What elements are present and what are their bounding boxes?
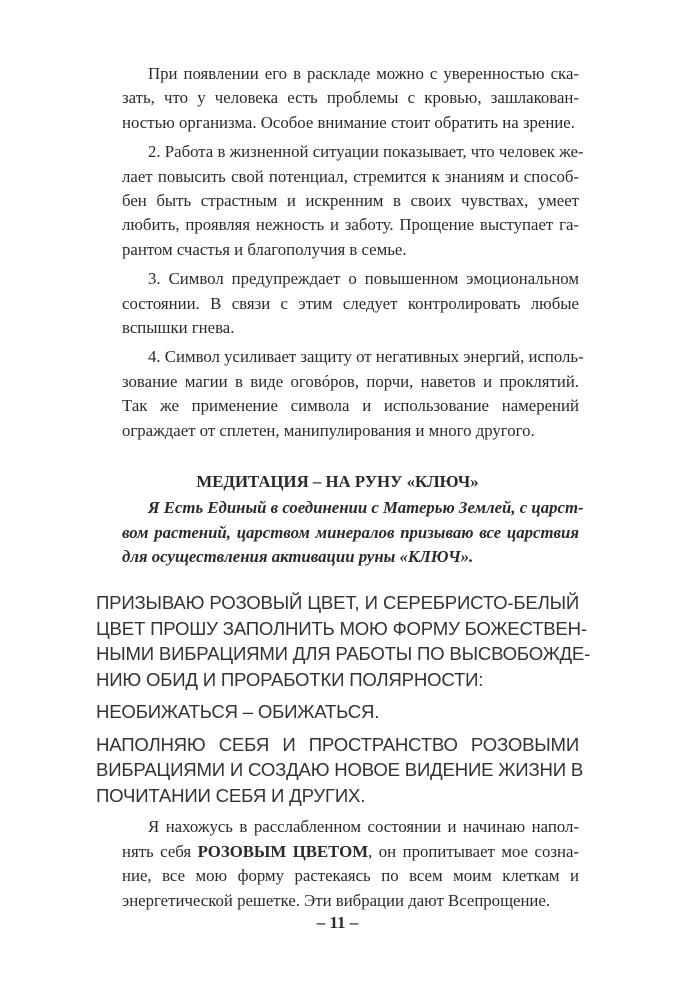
paragraph-2 [96, 140, 584, 262]
affirmation-block-3 [96, 732, 584, 809]
text-line: 3. Символ предупреждает о повышенном эмоциональном [148, 269, 579, 289]
text-line: вом растений, царством минералов призываю все царствия [122, 522, 579, 542]
text-line-with-emphasis [96, 840, 579, 864]
text-line: ностью организма. Особое внимание стоит обратить на зрение. [122, 112, 575, 132]
meditation-heading: МЕДИТАЦИЯ – НА РУНУ «КЛЮЧ» [196, 472, 479, 492]
meditation-intro [96, 496, 584, 569]
final-paragraph [96, 815, 579, 913]
text-line: Я Есть Единый в соединении с Матерью Землей, с царст- [148, 498, 584, 518]
text-line: любить, проявляя нежность и заботу. Прощение выступает га- [122, 215, 579, 235]
text-line: ние, все мою форму растекаясь по всем моим клеткам и [122, 866, 579, 886]
text-line: зать, что у человека есть проблемы с кровью, зашлакован- [122, 88, 579, 108]
page-number: – 11 – [316, 913, 359, 932]
text-line: состоянии. В связи с этим следует контролировать любые [122, 293, 579, 313]
text-line: НАПОЛНЯЮ СЕБЯ И ПРОСТРАНСТВО РОЗОВЫМИ [96, 733, 579, 755]
text-line: ВИБРАЦИЯМИ И СОЗДАЮ НОВОЕ ВИДЕНИЕ ЖИЗНИ В [96, 759, 584, 781]
affirmation-block-2 [96, 699, 579, 725]
text-line: лает повысить свой потенциал, стремится к знаниям и способ- [122, 166, 579, 186]
text-line: 4. Символ усиливает защиту от негативных энергий, исполь- [148, 347, 584, 367]
text-fragment: , он пропитывает мое созна- [368, 841, 579, 861]
paragraph-1 [96, 62, 579, 135]
text-line: При появлении его в раскладе можно с уверенностью ска- [148, 64, 579, 83]
text-line: Я нахожусь в расслабленном состоянии и начинаю напол- [148, 817, 579, 837]
text-line: НЕОБИЖАТЬСЯ – ОБИЖАТЬСЯ. [96, 701, 380, 723]
text-line: ограждает от сплетен, манипулирования и много другого. [122, 420, 535, 440]
text-line: ПРИЗЫВАЮ РОЗОВЫЙ ЦВЕТ, И СЕРЕБРИСТО-БЕЛЫЙ [96, 592, 579, 614]
page-body [96, 62, 591, 918]
text-line: бен быть страстным и искренним в своих чувствах, умеет [122, 191, 579, 211]
affirmation-block-1 [96, 590, 591, 692]
text-line: НЫМИ ВИБРАЦИЯМИ ДЛЯ РАБОТЫ ПО ВЫСВОБОЖДЕ- [96, 643, 591, 665]
paragraph-4 [96, 345, 584, 443]
text-line: ЦВЕТ ПРОШУ ЗАПОЛНИТЬ МОЮ ФОРМУ БОЖЕСТВЕН- [96, 617, 587, 639]
text-line: Так же применение символа и использование намерений [122, 396, 579, 416]
text-line: рантом счастья и благополучия в семье. [122, 239, 407, 259]
text-line: энергетической решетке. Эти вибрации дают Всепрощение. [122, 890, 551, 910]
emphasis-pink-color: РОЗОВЫМ ЦВЕТОМ [197, 841, 369, 861]
text-line: зование магии в виде оговóров, порчи, наветов и проклятий. [122, 371, 579, 391]
text-line: для осуществления активации руны «КЛЮЧ». [122, 546, 474, 566]
text-line: НИЮ ОБИД И ПРОРАБОТКИ ПОЛЯРНОСТИ: [96, 668, 484, 690]
text-fragment: нять себя [122, 841, 198, 861]
text-line: 2. Работа в жизненной ситуации показывает, что человек же- [148, 142, 584, 162]
text-line: ПОЧИТАНИИ СЕБЯ И ДРУГИХ. [96, 784, 366, 806]
text-line: вспышки гнева. [122, 318, 235, 338]
paragraph-3 [96, 267, 579, 340]
